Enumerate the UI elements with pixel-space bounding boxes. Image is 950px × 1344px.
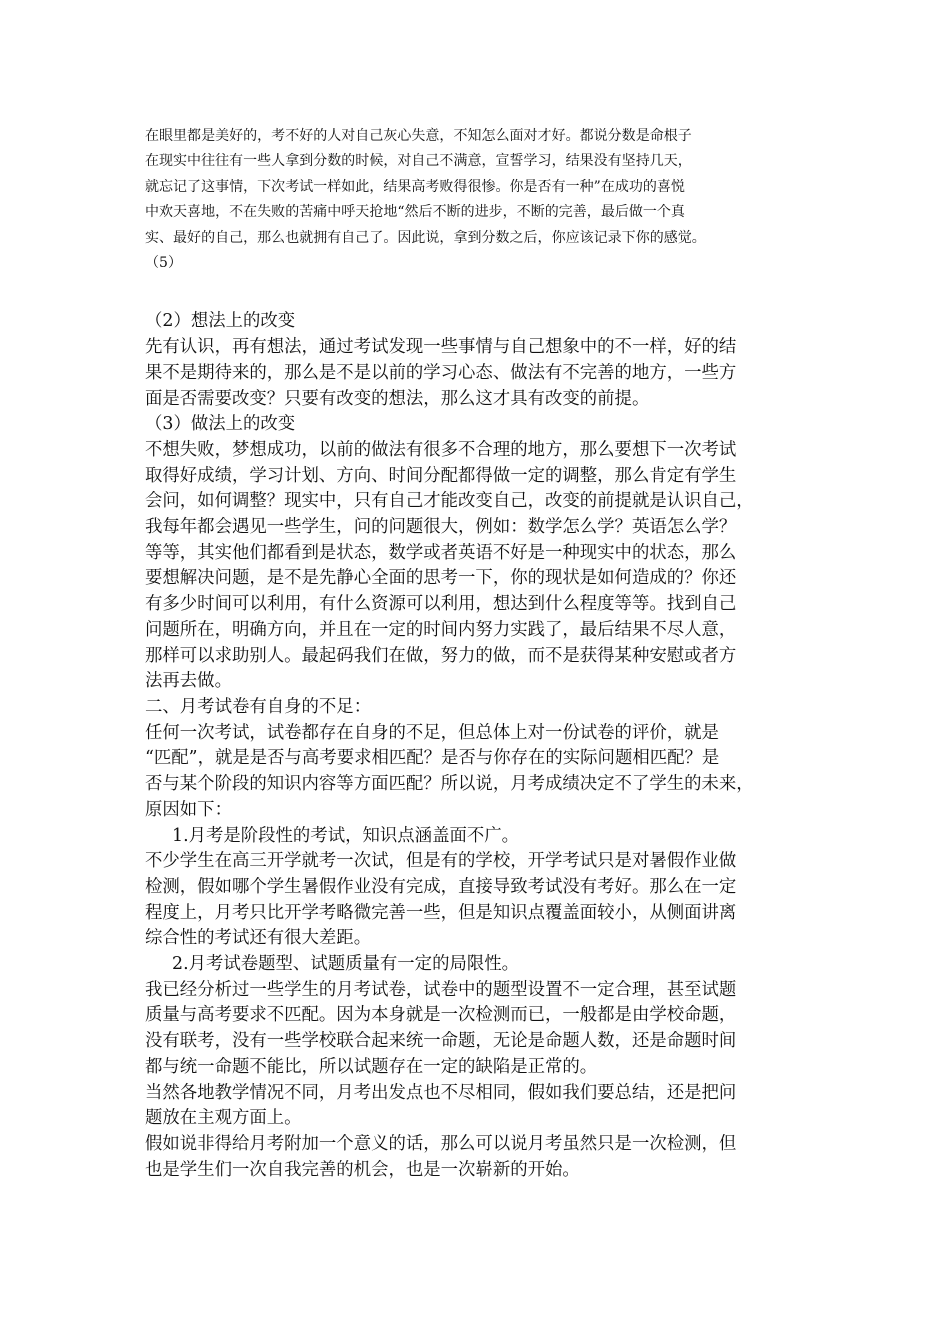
text-line: 2.月考试卷题型、试题质量有一定的局限性。 — [172, 954, 520, 975]
text-line: 实、最好的自己，那么也就拥有自己了。因此说，拿到分数之后，你应该记录下你的感觉。 — [145, 229, 706, 246]
text-line: 假如说非得给月考附加一个意义的话，那么可以说月考虽然只是一次检测，但 — [145, 1133, 737, 1154]
text-line: 不少学生在高三开学就考一次试，但是有的学校，开学考试只是对暑假作业做 — [145, 851, 737, 872]
text-line: 那样可以求助别人。最起码我们在做，努力的做，而不是获得某种安慰或者方 — [145, 645, 737, 666]
text-line: 程度上，月考只比开学考略微完善一些，但是知识点覆盖面较小，从侧面讲离 — [145, 902, 737, 923]
text-line: 题放在主观方面上。 — [145, 1108, 302, 1129]
text-line: 就忘记了这事情，下次考试一样如此，结果高考败得很惨。你是否有一种”在成功的喜悦 — [145, 178, 685, 195]
text-line: 法再去做。 — [145, 671, 232, 692]
text-line: 在现实中往往有一些人拿到分数的时候，对自己不满意，宣誓学习，结果没有坚持几天， — [145, 153, 692, 170]
text-line: 没有联考，没有一些学校联合起来统一命题，无论是命题人数，还是命题时间 — [145, 1031, 737, 1052]
text-line: “匹配”，就是是否与高考要求相匹配？是否与你存在的实际问题相匹配？是 — [145, 748, 720, 769]
text-line: 都与统一命题不能比，所以试题存在一定的缺陷是正常的。 — [145, 1056, 598, 1077]
text-line: 否与某个阶段的知识内容等方面匹配？所以说，月考成绩决定不了学生的未来， — [145, 774, 754, 795]
document-page — [145, 124, 805, 1183]
intro-paragraph — [145, 124, 805, 276]
text-line: 会问，如何调整？现实中，只有自己才能改变自己，改变的前提就是认识自己， — [145, 491, 754, 512]
text-line: 要想解决问题，是不是先静心全面的思考一下，你的现状是如何造成的？你还 — [145, 568, 737, 589]
text-line: 我已经分析过一些学生的月考试卷，试卷中的题型设置不一定合理，甚至试题 — [145, 979, 737, 1000]
text-line: 也是学生们一次自我完善的机会，也是一次崭新的开始。 — [145, 1159, 580, 1180]
body-text — [145, 309, 805, 1183]
text-line: 果不是期待来的，那么是不是以前的学习心态、做法有不完善的地方，一些方 — [145, 362, 737, 383]
text-line: （3）做法上的改变 — [145, 414, 296, 435]
text-line: 先有认识，再有想法，通过考试发现一些事情与自己想象中的不一样，好的结 — [145, 337, 737, 358]
text-line: 任何一次考试，试卷都存在自身的不足，但总体上对一份试卷的评价，就是 — [145, 722, 719, 743]
text-line: 质量与高考要求不匹配。因为本身就是一次检测而已，一般都是由学校命题， — [145, 1005, 737, 1026]
text-line: 取得好成绩，学习计划、方向、时间分配都得做一定的调整，那么肯定有学生 — [145, 465, 737, 486]
text-line: 当然各地教学情况不同，月考出发点也不尽相同，假如我们要总结，还是把问 — [145, 1082, 737, 1103]
text-line: （2）想法上的改变 — [145, 311, 296, 332]
text-line: 综合性的考试还有很大差距。 — [145, 928, 372, 949]
text-line: 等等，其实他们都看到是状态，数学或者英语不好是一种现实中的状态，那么 — [145, 542, 737, 563]
text-line: 面是否需要改变？只要有改变的想法，那么这才具有改变的前提。 — [145, 388, 650, 409]
text-line: 在眼里都是美好的，考不好的人对自己灰心失意，不知怎么面对才好。都说分数是命根子 — [145, 128, 692, 144]
text-line: （5） — [145, 255, 182, 272]
text-line: 1.月考是阶段性的考试，知识点涵盖面不广。 — [172, 825, 520, 846]
text-line: 原因如下： — [145, 799, 232, 820]
text-line: 二、月考试卷有自身的不足： — [145, 696, 372, 717]
text-line: 问题所在，明确方向，并且在一定的时间内努力实践了，最后结果不尽人意， — [145, 619, 737, 640]
paragraph-gap — [145, 276, 805, 309]
text-line: 中欢天喜地，不在失败的苦痛中呼天抢地“然后不断的进步，不断的完善，最后做一个真 — [145, 204, 685, 221]
text-line: 我每年都会遇见一些学生，问的问题很大，例如：数学怎么学？英语怎么学？ — [145, 517, 737, 538]
text-line: 检测，假如哪个学生暑假作业没有完成，直接导致考试没有考好。那么在一定 — [145, 876, 737, 897]
text-line: 不想失败，梦想成功，以前的做法有很多不合理的地方，那么要想下一次考试 — [145, 439, 737, 460]
text-line: 有多少时间可以利用，有什么资源可以利用，想达到什么程度等等。找到自己 — [145, 594, 737, 615]
